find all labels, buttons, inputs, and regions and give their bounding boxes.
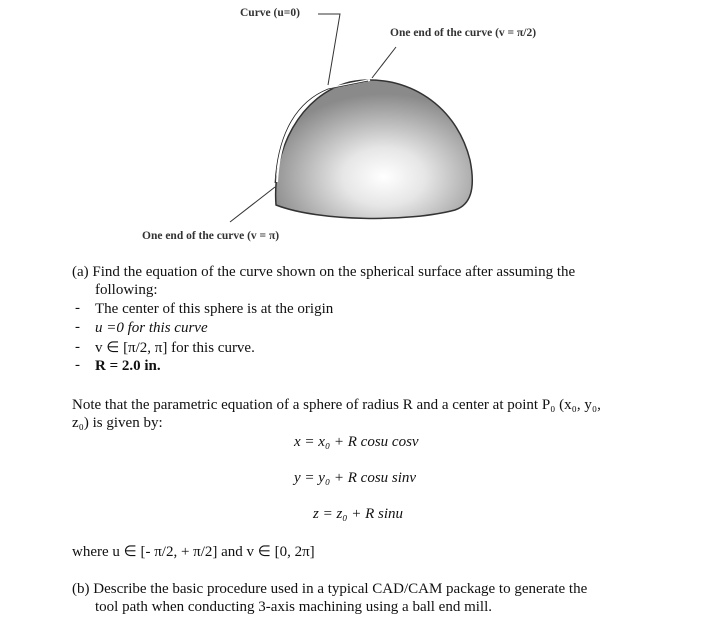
note-line1: Note that the parametric equation of a sphere of radius R and a center at point P₀ (x₀, y₀, <box>72 397 601 413</box>
equation-y: y = y₀ + R cosu sinv <box>294 470 417 486</box>
note-line2: z₀) is given by: <box>72 415 163 431</box>
equation-x: x = x₀ + R cosu cosv <box>294 434 419 450</box>
curve-label: Curve (u=0) <box>240 7 300 19</box>
bullet-item: R = 2.0 in. <box>95 358 161 374</box>
part-b-line1: (b) Describe the basic procedure used in a typical CAD/CAM package to generate the <box>72 581 588 597</box>
bullet-item: v ∈ [π/2, π] for this curve. <box>95 340 255 356</box>
hemisphere-illustration <box>0 0 727 250</box>
end-top-label: One end of the curve (v = π/2) <box>390 27 537 39</box>
end-bottom-label: One end of the curve (v = π) <box>142 230 280 242</box>
parameter-range: where u ∈ [- π/2, + π/2] and v ∈ [0, 2π] <box>72 544 315 560</box>
part-b-line2: tool path when conducting 3-axis machining using a ball end mill. <box>95 599 493 615</box>
equation-z: z = z₀ + R sinu <box>313 506 404 522</box>
document-page: Curve (u=0) One end of the curve (v = π/2) One end of the curve (v = π) (a) Find the equation of the curve shown on the spherical surface after assuming the following: - The center of this sphere is at the origin - u =0 for this curve - v ∈ [π/2, π] for this curve. - R = 2.0 in. Note that the parametric equation of a sphere of radius R and a center at point P₀ (x₀, y₀, z₀) is given by: x = x₀ + R cosu cosv y = y₀ + R cosu sinv z = z₀ + R sinu where u ∈ [- π/2, + π/2] and v ∈ [0, 2π] (b) Describe the basic procedure used in a typical CAD/CAM package to generate the tool path when conducting 3-axis machining using a ball end mill. <box>0 0 727 617</box>
part-a-line2: following: <box>95 282 158 298</box>
bullet-item: The center of this sphere is at the origin <box>95 301 334 317</box>
bullet-item: u =0 for this curve <box>95 320 208 336</box>
part-a-line1: (a) Find the equation of the curve shown on the spherical surface after assuming the <box>72 264 576 280</box>
